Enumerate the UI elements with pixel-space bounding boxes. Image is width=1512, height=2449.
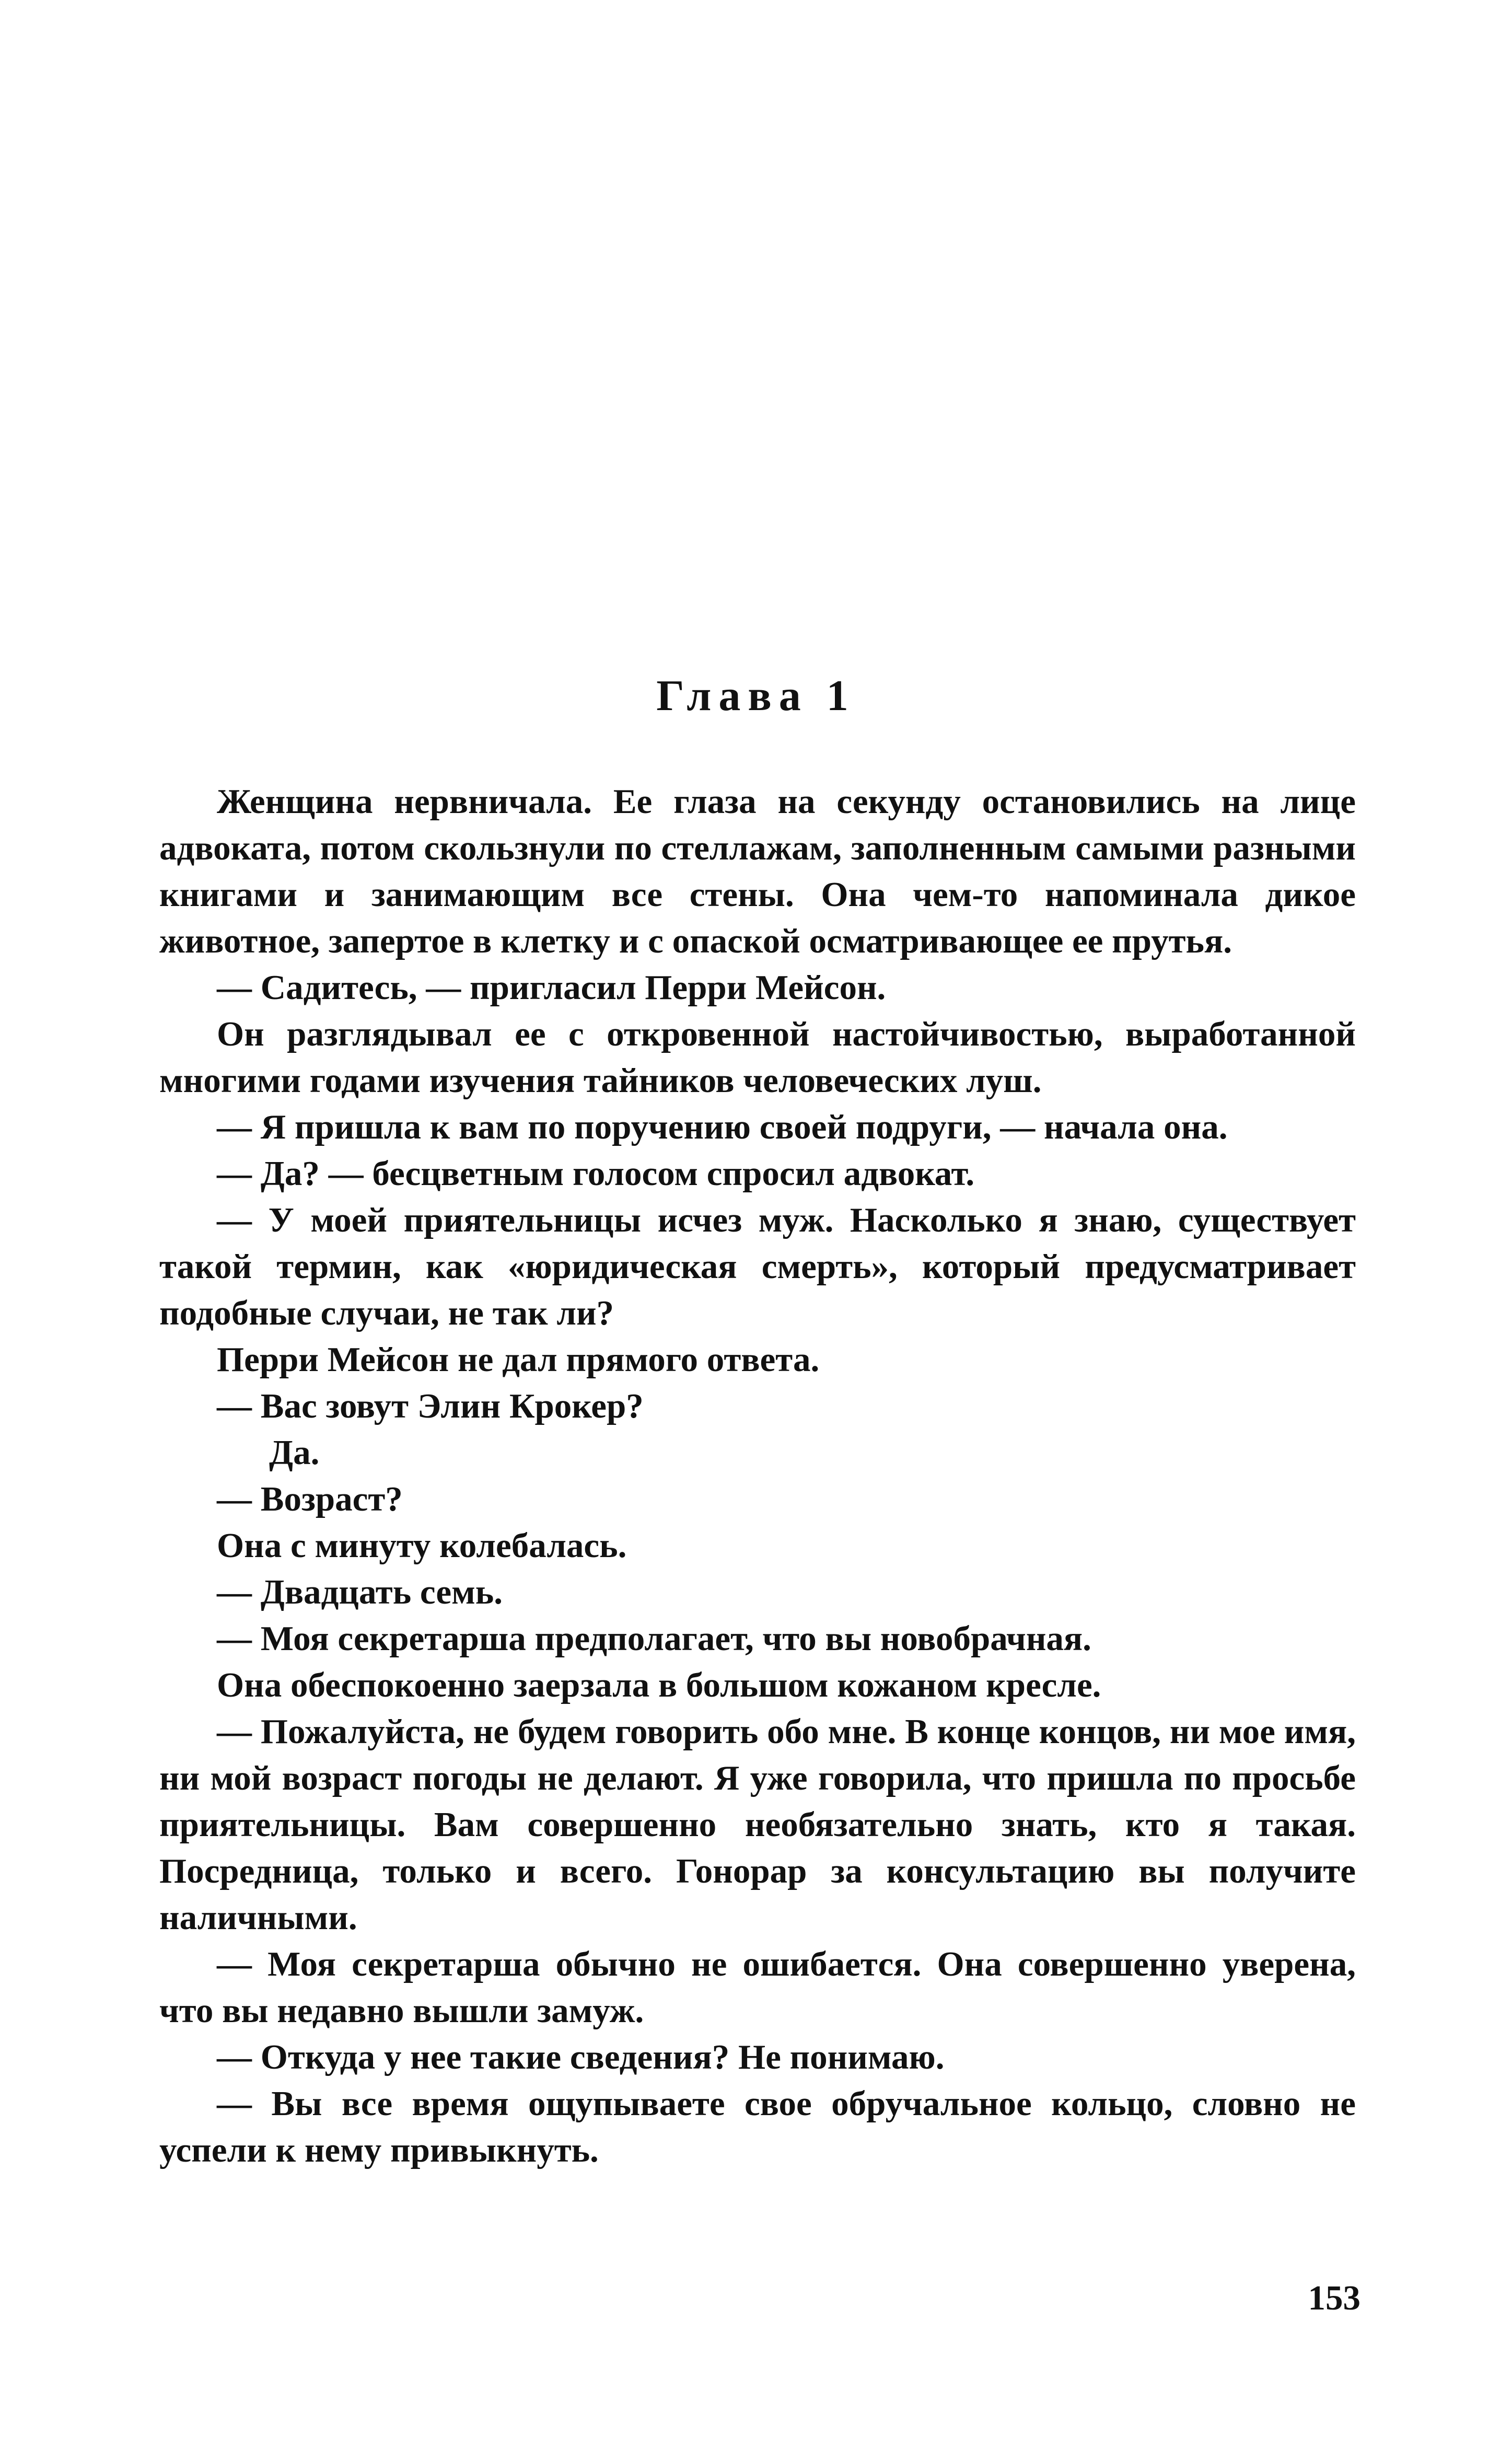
- paragraph: — Моя секретарша обычно не ошибается. Она совершенно уверена, что вы недавно вышли замуж.: [159, 1945, 1356, 2030]
- paragraph: Он разглядывал ее с откровенной настойчивостью, выработанной многими годами изучения тайников человеческих луш.: [159, 1015, 1356, 1100]
- body-text: [159, 779, 1356, 2174]
- paragraph: — Откуда у нее такие сведения? Не понимаю.: [217, 2038, 945, 2076]
- paragraph: Перри Мейсон не дал прямого ответа.: [217, 1340, 820, 1379]
- page-number: 153: [1308, 2279, 1360, 2317]
- paragraph: — Вас зовут Элин Крокер?: [217, 1387, 644, 1425]
- paragraph: — Двадцать семь.: [217, 1573, 503, 1611]
- paragraph: — Я пришла к вам по поручению своей подруги, — начала она.: [217, 1108, 1228, 1146]
- paragraph: — Пожалуйста, не будем говорить обо мне. В конце концов, ни мое имя, ни мой возраст погоды не делают. Я уже говорила, что пришла по просьбе приятельницы. Вам совершенно необязательно знать, кто я такая. Посредница, только и всего. Гонорар за консультацию вы получите наличными.: [159, 1712, 1356, 1937]
- paragraph: — Вы все время ощупываете свое обручальное кольцо, словно не успели к нему привыкнуть.: [159, 2084, 1356, 2169]
- paragraph: — Возраст?: [217, 1480, 403, 1518]
- paragraph: — У моей приятельницы исчез муж. Насколько я знаю, существует такой термин, как «юридическая смерть», который предусматривает подобные случаи, не так ли?: [159, 1201, 1356, 1332]
- chapter-title: Глава 1: [656, 671, 856, 720]
- paragraph: — Моя секретарша предполагает, что вы новобрачная.: [217, 1619, 1091, 1658]
- paragraph: Она обеспокоенно заерзала в большом кожаном кресле.: [217, 1666, 1101, 1704]
- paragraph: Она с минуту колебалась.: [217, 1526, 627, 1565]
- paragraph: Женщина нервничала. Ее глаза на секунду остановились на лице адвоката, потом скользнули по стеллажам, заполненным самыми разными книгами и занимающим все стены. Она чем-то напоминала дикое животное, запертое в клетку и с опаской осматривающее ее прутья.: [159, 782, 1356, 960]
- paragraph: — Садитесь, — пригласил Перри Мейсон.: [217, 968, 886, 1007]
- paragraph: Да.: [269, 1433, 320, 1472]
- paragraph: — Да? — бесцветным голосом спросил адвокат.: [217, 1154, 975, 1193]
